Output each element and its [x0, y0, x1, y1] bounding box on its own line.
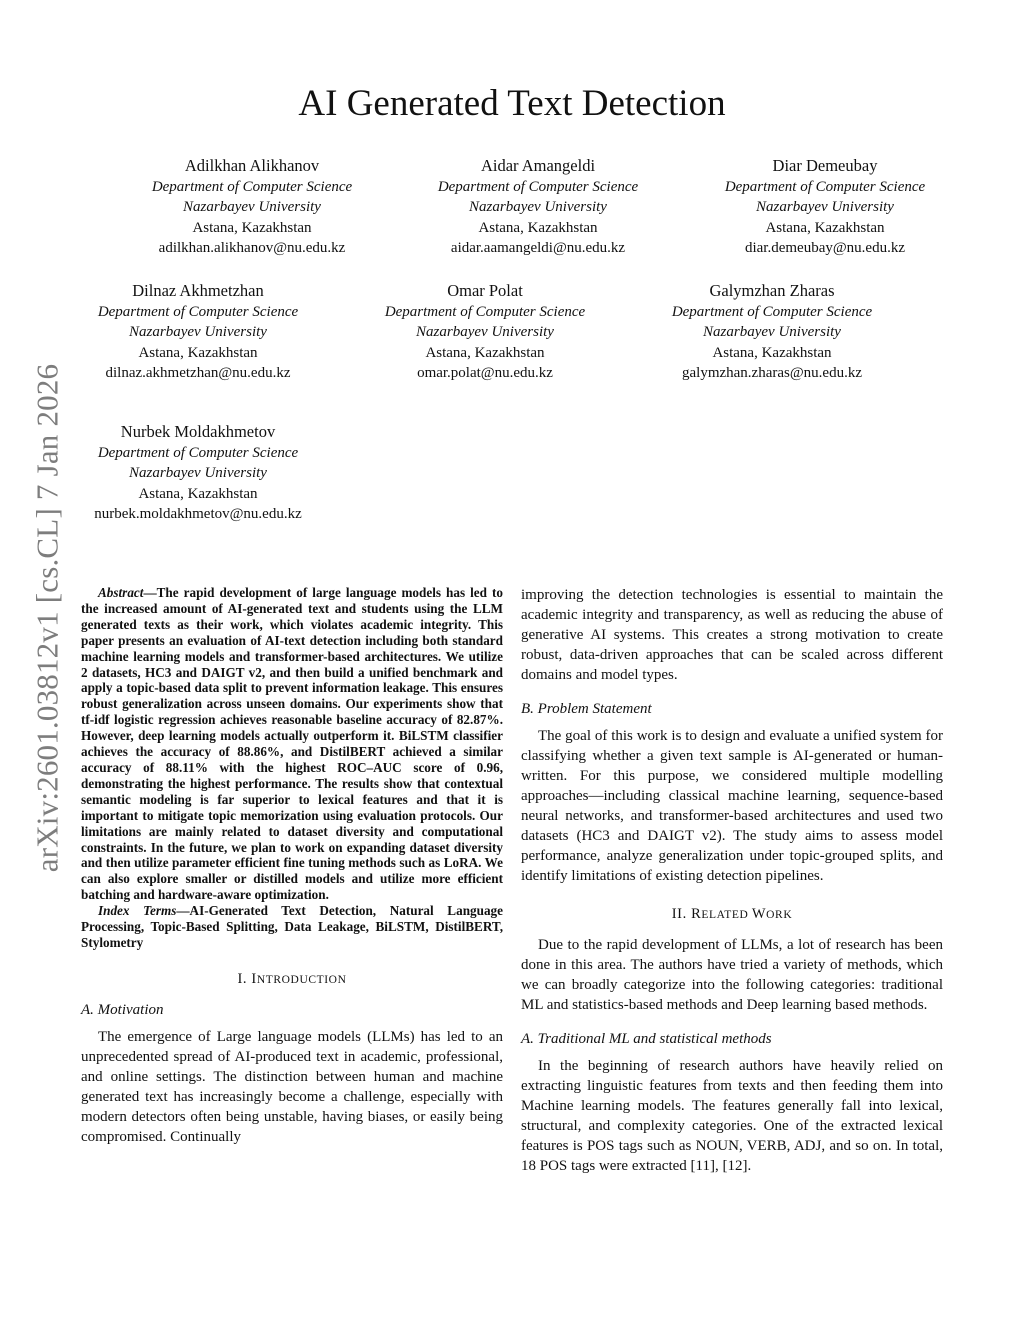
left-column	[81, 585, 503, 1157]
author-name: Nurbek Moldakhmetov	[120, 422, 276, 441]
author-block	[117, 156, 387, 259]
author-department: Department of Computer Science	[384, 303, 586, 320]
author-city: Astana, Kazakhstan	[765, 219, 885, 236]
subsection-heading-problem: B. Problem Statement	[521, 701, 652, 717]
author-department: Department of Computer Science	[97, 444, 299, 461]
author-email: galymzhan.zharas@nu.edu.kz	[682, 365, 862, 382]
author-block	[637, 281, 907, 384]
author-email: nurbek.moldakhmetov@nu.edu.kz	[94, 506, 302, 523]
author-department: Department of Computer Science	[97, 303, 299, 320]
author-city: Astana, Kazakhstan	[478, 219, 598, 236]
author-email: adilkhan.alikhanov@nu.edu.kz	[158, 240, 346, 257]
author-block	[63, 281, 333, 384]
abstract-text: —The rapid development of large language models has led to the increased amount of AI-generated text and students using the LLM generated texts as their work, which violates academic integrity. This paper presents an evaluation of AI-text detection including both standard machine learning models and transformer-based architectures. We utilize 2 datasets, HC3 and DAIGT v2, and then build a unified benchmark and apply a topic-based data split to prevent information leakage. This ensures robust generalization across unseen domains. Our experiments show that tf-idf logistic regression achieves reasonable baseline accuracy of 82.87%. However, deep learning models actually outperform it. BiLSTM classifier achieves the accuracy of 88.86%, and DistilBERT achieved a similar accuracy of 88.11% with the highest ROC–AUC score of 0.96, demonstrating the highest performance. The results show that contextual semantic modeling is far superior to lexical features and that it is important to mitigate topic memorization using evaluation protocols. Our limitations are mainly related to dataset diversity and computational constraints. In the future, we plan to work on expanding dataset diversity and then utilize parameter efficient fine tuning methods such as LoRA. We can also explore smaller or distilled models and utilize more efficient batching and hardware-aware optimization.	[81, 585, 503, 903]
author-email: diar.demeubay@nu.edu.kz	[744, 240, 905, 257]
section-heading-related-work: II. RELATED WORK	[671, 906, 793, 922]
abstract	[81, 585, 503, 903]
author-city: Astana, Kazakhstan	[192, 219, 312, 236]
section-heading-introduction: I. INTRODUCTION	[237, 970, 347, 987]
author-block	[63, 422, 333, 525]
arxiv-stamp	[8, 0, 86, 1325]
author-university: Nazarbayev University	[469, 199, 607, 216]
paragraph-problem: The goal of this work is to design and evaluate a unified system for classifying whether a given text sample is AI-generated or human-written. For this purpose, we considered multiple modelling approaches—including classical machine learning, sequence-based neural networks, and transformer-based architectures and used two datasets (HC3 and DAIGT v2). The study aims to assess model performance, analyze generalization under topic-grouped splits, and identify limitations of existing detection pipelines.	[521, 728, 943, 884]
author-university: Nazarbayev University	[183, 199, 321, 216]
author-name: Dilnaz Akhmetzhan	[132, 281, 264, 300]
author-name: Omar Polat	[447, 281, 523, 300]
author-name: Diar Demeubay	[772, 156, 878, 175]
author-university: Nazarbayev University	[703, 324, 841, 341]
author-city: Astana, Kazakhstan	[138, 344, 258, 361]
right-column	[521, 585, 943, 1186]
paragraph-related-work: Due to the rapid development of LLMs, a lot of research has been done in this area. The authors have tried a variety of methods, which we can broadly categorize into the following categories: traditional ML and statistics-based methods and Deep learning based methods.	[521, 937, 943, 1013]
author-block	[350, 281, 620, 384]
index-terms-text: —AI-Generated Text Detection, Natural Language Processing, Topic-Based Splitting, Data Leakage, BiLSTM, DistilBERT, Stylometry	[81, 903, 503, 950]
author-university: Nazarbayev University	[129, 465, 267, 482]
paragraph-motivation: The emergence of Large language models (LLMs) has led to an unprecedented spread of AI-produced text in academic, professional, and online settings. The distinction between human and machine generated text has increasingly become a challenge, especially with modern detectors often being unstable, having biases, or easily being compromised. Continually	[81, 1028, 503, 1145]
author-block	[403, 156, 673, 259]
index-terms-lead: Index Terms	[98, 903, 177, 919]
author-name: Galymzhan Zharas	[709, 281, 835, 300]
abstract-lead: Abstract	[98, 585, 144, 600]
author-department: Department of Computer Science	[437, 178, 639, 195]
paragraph-traditional-ml: In the beginning of research authors have heavily relied on extracting linguistic features from texts and then feeding them into Machine learning models. The features generally fall into lexical, structural, and complexity categories. One of the extracted lexical features is POS tags such as NOUN, VERB, ADJ, and so on. In total, 18 POS tags were extracted [11], [12].	[521, 1058, 943, 1174]
author-department: Department of Computer Science	[151, 178, 353, 195]
author-block	[690, 156, 960, 259]
author-department: Department of Computer Science	[724, 178, 926, 195]
subsection-heading-traditional-ml: A. Traditional ML and statistical methods	[521, 1031, 772, 1047]
paragraph-motivation-continued: improving the detection technologies is essential to maintain the academic integrity and transparency, as well as reducing the abuse of generative AI systems. This creates a strong motivation to create robust, data-driven approaches that can be scaled across different domains and model types.	[521, 587, 943, 683]
author-city: Astana, Kazakhstan	[138, 485, 258, 502]
author-city: Astana, Kazakhstan	[425, 344, 545, 361]
author-name: Adilkhan Alikhanov	[184, 156, 320, 175]
author-name: Aidar Amangeldi	[480, 156, 596, 175]
arxiv-stamp-text: arXiv:2601.03812v1 [cs.CL] 7 Jan 2026	[29, 363, 65, 872]
subsection-heading-motivation: A. Motivation	[81, 1001, 164, 1018]
author-city: Astana, Kazakhstan	[712, 344, 832, 361]
paper-title: AI Generated Text Detection	[298, 83, 726, 124]
author-university: Nazarbayev University	[756, 199, 894, 216]
author-university: Nazarbayev University	[416, 324, 554, 341]
author-email: dilnaz.akhmetzhan@nu.edu.kz	[105, 365, 291, 382]
author-email: aidar.aamangeldi@nu.edu.kz	[450, 240, 626, 257]
author-university: Nazarbayev University	[129, 324, 267, 341]
author-email: omar.polat@nu.edu.kz	[417, 365, 553, 382]
author-department: Department of Computer Science	[671, 303, 873, 320]
index-terms	[81, 903, 503, 951]
